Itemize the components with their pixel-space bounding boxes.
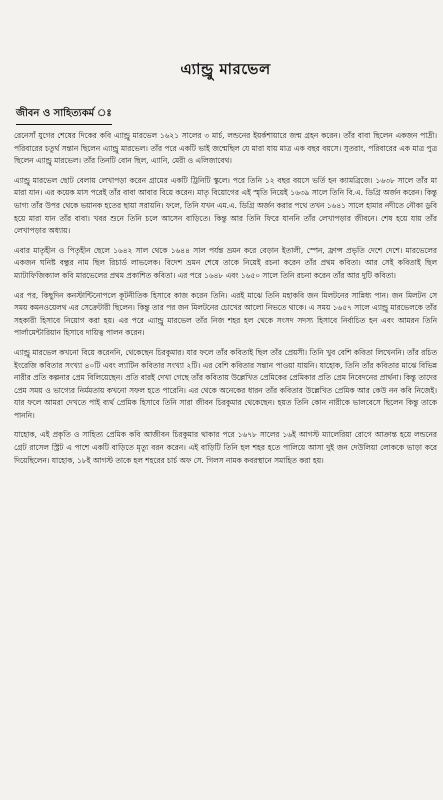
paragraph-6: যাহোক, এই প্রকৃতি ও সাহিত্য প্রেমিক কবি আজীবন চিরকুমার থাকার পরে ১৬৭৮ সালের ১৬ই আগস্ট ম্যালেরিয়া রোগে আক্রান্ত হয়ে লন্ডনের গ্রেট রাসেল স্ট্রিট এ পাশে একটি বাড়িতে মৃত্যু বরন করেন। এই বাড়িটি তিনি হল শহর হতে পালিয়ে আসা দুই জন দেউলিয়া লোককে ভাড়া করে দিয়েছিলেন। যাহোক, ১৮ই আগস্ট তাকে হল শহরের চার্চ অফ সে. গিলস নামক কবরস্থানে সমাহিত করা হয়। [14,430,437,465]
paragraph-2: এ্যান্ড্রু মারভেল ছোট বেলায় লেখাপড়া করেন গ্রামের একটি ট্রিনিটি স্কুলে। পরে তিনি ১২ বছর বয়সে ভর্তি হন ক্যামব্রিজে। ১৬৩৮ সালে তাঁর মা মারা যান। এর কয়েক মাস পরেই তাঁর বাবা আবার বিয়ে করেন। মাতৃ বিয়োগের এই স্মৃতি নিয়েই ১৬৩৯ সালে তিনি বি.এ. ডিগ্রি অর্জন করেন। কিন্তু ভাগ্য তাঁর উপর থেকে ভয়ানক হতের ছায়া সরায়নি। ফলে, তিনি যখন এম.এ. ডিগ্রি অর্জন করার পথে তখন ১৬৪১ সালে হামার নদীতে নৌকা ডুবি হয়ে মারা যান তাঁর বাবা। খবর শুনে তিনি চলে আসেন বাড়িতে। কিন্তু আর তিনি ফিরে যাননি তাঁর লেখাপড়ার জীবনে। শেষ হয়ে যায় তাঁর লেখাপড়ার অধ্যায়। [14,175,437,236]
paragraph-4: এর পর, কিছুদিন কনস্টান্টিনোপলে কূটনীতিক হিসাবে কাজ করেন তিনি। এরই মাঝে তিনি মহাকবি জন মিলটনের সান্নিধ্য পান। জন মিলটন সে সময় কমনওয়েলথ এর সেক্রেটারী ছিলেন। কিন্তু তার পর জন মিলটনের চোখের আলো নিভতে থাকে। এ সময় ১৬৫৭ সালে এ্যান্ড্রু মারভেলকে তাঁর সহকারী হিসাবে নিয়োগ করা হয়। এর পরে এ্যান্ড্রু মারভেল তাঁর নিজ শহর হল থেকে সংসদ সদস্য হিসাবে নির্বাচিত হন এবং আমরন তিনি পার্লামেন্টারিয়ান হিসাবে দায়িত্ব পালন করেন। [14,290,437,338]
section-heading: জীবন ও সাহিত্যকর্ম ঃ [16,106,112,125]
paragraph-3: এবার মাতৃহীন ও পিতৃহীন ছেলে ১৬৪২ সাল থেকে ১৬৪৪ সাল পর্যন্ত ভ্রমন করে বেড়ান ইতালী, স্পেন, ফ্রান্স প্রভৃতি দেশে দেশে। মারভেলের একজন ঘনিষ্ট বন্ধুর নাম ছিল রিচার্ড লাভলেক। বিদেশ ভ্রমন শেষে তাকে নিয়েই রচনা করেন তাঁর প্রথম কবিতা। আর সেই কবিতাই ছিল ম্যাটাফিজিক্যাল কবি মারভেলের প্রথম প্রকাশিত কবিতা। এর পরে ১৬৪৮ এবং ১৬৫০ সালে তিনি রচনা করেন তাঁর আর দুটি কবিতা। [14,245,437,280]
paragraph-1: রেনেসাঁ যুগের শেষের দিকের কবি এ্যান্ড্রু মারভেল ১৬২১ সালের ৩ মার্চ, লন্ডনের ইয়র্কশায়ারে জন্ম গ্রহন করেন। তাঁর বাবা ছিলেন একজন পাদ্রী। পরিবারের চতুর্থ সন্তান ছিলেন এ্যান্ড্রু মারভেল। তাঁর পরে একটি ভাই জন্মেছিল যে মারা যায় মাত্র এক বছর বয়সে। সুতরাং, পরিবারের এক মাত্র পুত্র ছিলেন এ্যান্ড্রু মারভেল। তাঁর তিনটি বোন ছিল, এ্যানি, মেরী ও এলিজাবেথ। [14,131,437,166]
page-title: এ্যান্ড্রু মারভেল [180,60,271,78]
paragraph-5: এ্যান্ড্রু মারভেল কখনো বিয়ে করেননি, থেকেছেন চিরকুমার। যার ফলে তাঁর কবিতাই ছিল তাঁর প্রেয়সী। তিনি খুব বেশি কবিতা লিখেননি। তাঁর রচিত ইংরেজি কবিতার সংখ্যা ৪০টি এবং ল্যাটিন কবিতার সংখ্যা ২টি। এর বেশি কবিতার সন্তান পাওয়া যায়নি। যাহোক, তিনি তাঁর কবিতার মাঝে বিভিন্ন নারীর প্রতি কল্পনার প্রেম বিলিয়েছেন। প্রতি বারই দেখা গেছে তাঁর কবিতায় উল্লেখিত প্রেমিকের প্রেমিকার প্রতি প্রেম নিবেদনের প্রার্থনা। কিন্তু তাদের প্রেম সময় ও ভাগ্যের নির্মমতায় কখনো সফল হতে পারেনি। এর থেকে অনেকের ধারন তাঁর কবিতার উল্লেখিত প্রেমিক আর কেউ নন কবি নিজেই। যার ফলে আমরা দেখতে পাই ব্যর্থ প্রেমিক হিসাবে তিনি সারা জীবন চিরকুমার থেকেছেন। হয়ত তিনি কোন নারীকে ভালবেসে ছিলেন কিন্তু তাকে পাননি। [14,347,437,420]
